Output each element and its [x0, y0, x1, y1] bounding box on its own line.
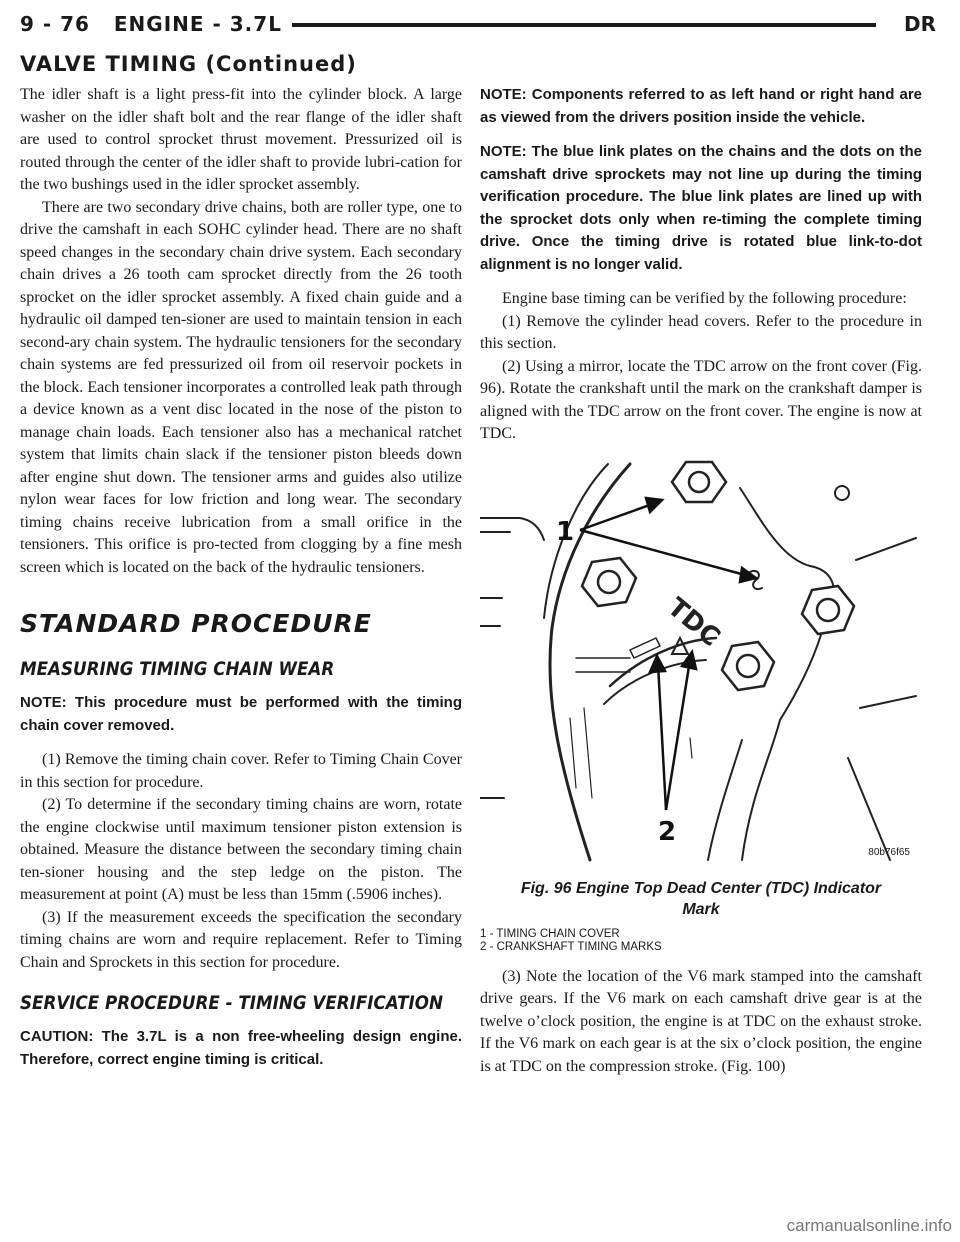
section-title: VALVE TIMING (Continued) — [20, 52, 357, 76]
step-2-locate-tdc: (2) Using a mirror, locate the TDC arrow on the front cover (Fig. 96). Rotate the crankshaft until the mark on the crankshaft damper is aligned with the TDC arrow on the front cover. The engine is now at TDC. — [480, 357, 922, 442]
watermark: carmanualsonline.info — [786, 1216, 952, 1235]
tdc-illustration — [480, 458, 920, 866]
heading-measuring-wear: MEASURING TIMING CHAIN WEAR — [20, 658, 335, 680]
heading-timing-verification: SERVICE PROCEDURE - TIMING VERIFICATION — [20, 992, 443, 1014]
header-rule — [292, 23, 876, 27]
heading-standard-procedure: STANDARD PROCEDURE — [20, 609, 372, 638]
step-1-remove-cover: (1) Remove the timing chain cover. Refer to Timing Chain Cover in this section for procedure. — [20, 751, 462, 791]
note-blue-link-plates: NOTE: The blue link plates on the chains and the dots on the camshaft drive sprockets may not line up during the timing verification procedure. The blue link plates are lined up with the sprocket dots only when re-timing the complete timing drive. Once the timing drive is rotated blue link-to-dot alignment is no longer valid. — [480, 143, 922, 273]
right-column — [480, 84, 922, 1078]
caution-free-wheeling: CAUTION: The 3.7L is a non free-wheeling design engine. Therefore, correct engine timing is critical. — [20, 1028, 462, 1068]
legend-item-2: 2 - CRANKSHAFT TIMING MARKS — [480, 940, 662, 953]
note-left-right-hand: NOTE: Components referred to as left hand or right hand are as viewed from the drivers position inside the vehicle. — [480, 86, 922, 126]
step-1-remove-head-covers: (1) Remove the cylinder head covers. Refer to the procedure in this section. — [480, 312, 922, 352]
paragraph-idler-shaft: The idler shaft is a light press-fit into the cylinder block. A large washer on the idler shaft bolt and the rear flange of the idler shaft are used to control sprocket thrust movement. Pressurized oil is routed through the center of the idler shaft to provide lubri-cation for the two bushings used in the idler sprocket assembly. — [20, 86, 462, 193]
chapter-title: ENGINE - 3.7L — [113, 12, 282, 36]
page-number: 9 - 76 ENGINE - 3.7L — [20, 12, 282, 36]
model-code: DR — [903, 12, 936, 36]
step-2-measure: (2) To determine if the secondary timing chains are worn, rotate the engine clockwise until maximum tensioner piston extension is obtained. Measure the distance between the secondary timing chain ten-sioner housing and the step ledge on the piston. The measurement at point (A) must be less than 15mm (.5906 inches). — [20, 796, 462, 903]
figure-caption: Fig. 96 Engine Top Dead Center (TDC) Indicator Mark — [520, 879, 882, 918]
paragraph-secondary-chains: There are two secondary drive chains, both are roller type, one to drive the camshaft in each SOHC cylinder head. There are no shaft speed changes in the secondary chain drive system. Each secondary chain drives a 26 tooth cam sprocket directly from the 26 tooth sprocket on the idler sprocket assembly. A fixed chain guide and a hydraulic oil damped ten-sioner are used to maintain tension in each second-ary chain system. The hydraulic tensioners for the secondary chain systems are fed pressurized oil from oil reservoir pockets in the block. Each tensioner incorporates a controlled leak path through a device known as a vent disc located in the nose of the piston to manage chain loads. Each tensioner also has a mechanical ratchet system that limits chain slack if the tensioner piston bleeds down after engine shut down. The tensioner arms and guides also utilize nylon wear faces for low friction and long wear. The secondary timing chains receive lubrication from a small orifice in the tensioners. This orifice is pro-tected from clogging by a fine mesh screen which is located on the back of the hydraulic tensioners. — [20, 198, 462, 576]
legend-item-1: 1 - TIMING CHAIN COVER — [480, 927, 620, 940]
callout-1: 1 — [556, 516, 575, 547]
step-3-v6-mark: (3) Note the location of the V6 mark stamped into the camshaft drive gears. If the V6 mark on each camshaft drive gear is at the twelve o’clock position, the engine is at TDC on the exhaust stroke. If the V6 mark on each gear is at the six o’clock position, the engine is at TDC on the compression stroke. (Fig. 100) — [480, 967, 922, 1075]
figure-tdc-indicator — [480, 458, 920, 866]
page-header — [20, 12, 940, 40]
tdc-label: TDC — [661, 591, 726, 653]
note-cover-removed: NOTE: This procedure must be performed with the timing chain cover removed. — [20, 694, 462, 734]
callout-2: 2 — [658, 816, 677, 847]
figure-code: 80b76f65 — [868, 846, 910, 858]
left-column — [20, 84, 462, 1071]
step-3-replace: (3) If the measurement exceeds the specification the secondary timing chains are worn and require replacement. Refer to Timing Chain and Sprockets in this section for procedure. — [20, 908, 462, 971]
paragraph-base-timing: Engine base timing can be verified by the following procedure: — [502, 290, 907, 307]
